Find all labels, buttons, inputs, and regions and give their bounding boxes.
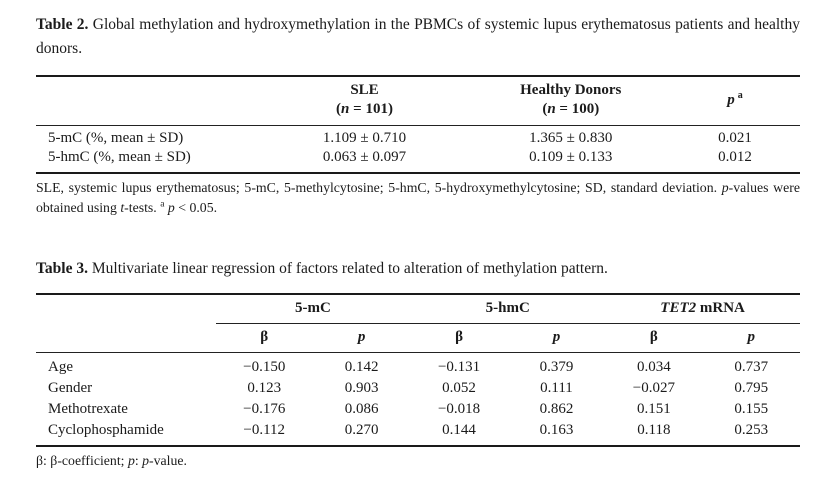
table2-header-sle-n: (n = 101) [336, 101, 393, 118]
table3-cell: 0.737 [734, 359, 769, 376]
table3-cell: −0.018 [437, 400, 481, 417]
table3-cell: −0.176 [243, 400, 286, 417]
table2-cell-healthy: 0.109 ± 0.133 [529, 149, 613, 166]
table2 [36, 75, 800, 174]
table3-cell: 0.163 [539, 421, 574, 438]
table3-group-empty [36, 294, 216, 323]
table2-header-empty [36, 76, 258, 126]
table3-subheader-beta: β [216, 323, 313, 353]
table3-footnote: β: β-coefficient; p: p-value. [36, 453, 187, 469]
table3-subheader-beta: β [605, 323, 702, 353]
table3-cell: 0.086 [344, 400, 379, 417]
table2-cell-p: 0.021 [718, 129, 752, 146]
table3-cell: 0.144 [442, 421, 476, 438]
table3-subheader-p: p [703, 323, 800, 353]
table2-cell-healthy: 1.365 ± 0.830 [529, 129, 613, 146]
table2-row-label: 5-mC (%, mean ± SD) [48, 129, 184, 146]
table3-row-age [36, 353, 800, 378]
table3-subheader-beta: β [410, 323, 507, 353]
table3-row-label: Cyclophosphamide [48, 421, 164, 438]
table3-cell: 0.903 [344, 380, 379, 397]
table2-header-healthy-n: (n = 100) [542, 101, 600, 118]
table3-row-methotrexate [36, 399, 800, 420]
table2-row-5hmc [36, 148, 800, 173]
table3-cell: 0.379 [539, 359, 574, 376]
table2-cell-sle: 1.109 ± 0.710 [322, 129, 407, 146]
table2-cell-p: 0.012 [718, 149, 752, 166]
table3-subheader-p: p [313, 323, 410, 353]
table3-cell: 0.862 [539, 400, 574, 417]
table3-cell: 0.118 [637, 421, 671, 438]
table3-cell: −0.112 [243, 421, 286, 438]
table3-cell: 0.151 [636, 400, 671, 417]
table3-caption [36, 257, 800, 281]
table3-subheader-row [36, 323, 800, 353]
table3-cell: 0.253 [734, 421, 769, 438]
table3-cell: 0.270 [344, 421, 379, 438]
table3-subheader-empty [36, 323, 216, 353]
table3-cell: 0.142 [344, 359, 379, 376]
table3-cell: −0.027 [632, 380, 675, 397]
table3-caption-text: Multivariate linear regression of factors related to alteration of methylation pattern. [87, 259, 608, 277]
table2-header-healthy-name: Healthy Donors [520, 81, 622, 98]
table3-group-tet2: TET2 mRNA [605, 294, 800, 323]
table3-subheader-p: p [508, 323, 605, 353]
table3 [36, 293, 800, 447]
table3-row-label: Methotrexate [48, 400, 128, 417]
table2-header-p: p $^a$ [670, 76, 800, 126]
table3-cell: 0.123 [247, 380, 282, 397]
table3-group-header-row [36, 294, 800, 323]
table2-header-sle [258, 76, 472, 126]
table2-caption-text: Global methylation and hydroxymethylation in the PBMCs of systemic lupus erythematosus patients and healthy donors. [36, 16, 800, 58]
table3-cell: 0.795 [734, 380, 769, 397]
table3-cell: 0.034 [636, 359, 671, 376]
table3-row-cyclophosphamide [36, 420, 800, 447]
table2-header-sle-name: SLE [350, 81, 379, 98]
table2-cell-sle: 0.063 ± 0.097 [322, 149, 407, 166]
table3-group-5mc: 5-mC [216, 294, 411, 323]
table2-header-healthy [471, 76, 670, 126]
table3-row-label: Gender [48, 380, 93, 397]
table3-row-gender [36, 378, 800, 399]
table2-header-row [36, 76, 800, 126]
table3-cell: 0.111 [540, 380, 573, 397]
table2-caption-label: Table 2. [36, 16, 89, 33]
table3-group-5hmc: 5-hmC [410, 294, 605, 323]
table2-row-5mc [36, 125, 800, 148]
table2-caption [36, 13, 800, 62]
table3-cell: 0.052 [442, 380, 476, 397]
table2-footnote: SLE, systemic lupus erythematosus; 5-mC, 5-methylcytosine; 5-hmC, 5-hydroxymethylcytosine; SD, standard deviation. p-values were obtained using t-tests. $^a$ p < 0.05. [36, 179, 800, 215]
table3-row-label: Age [48, 359, 73, 376]
table3-cell: 0.155 [734, 400, 769, 417]
table3-caption-label: Table 3. [36, 259, 88, 277]
table3-cell: −0.131 [437, 359, 481, 376]
table2-row-label: 5-hmC (%, mean ± SD) [48, 149, 191, 166]
table3-cell: −0.150 [243, 359, 286, 376]
